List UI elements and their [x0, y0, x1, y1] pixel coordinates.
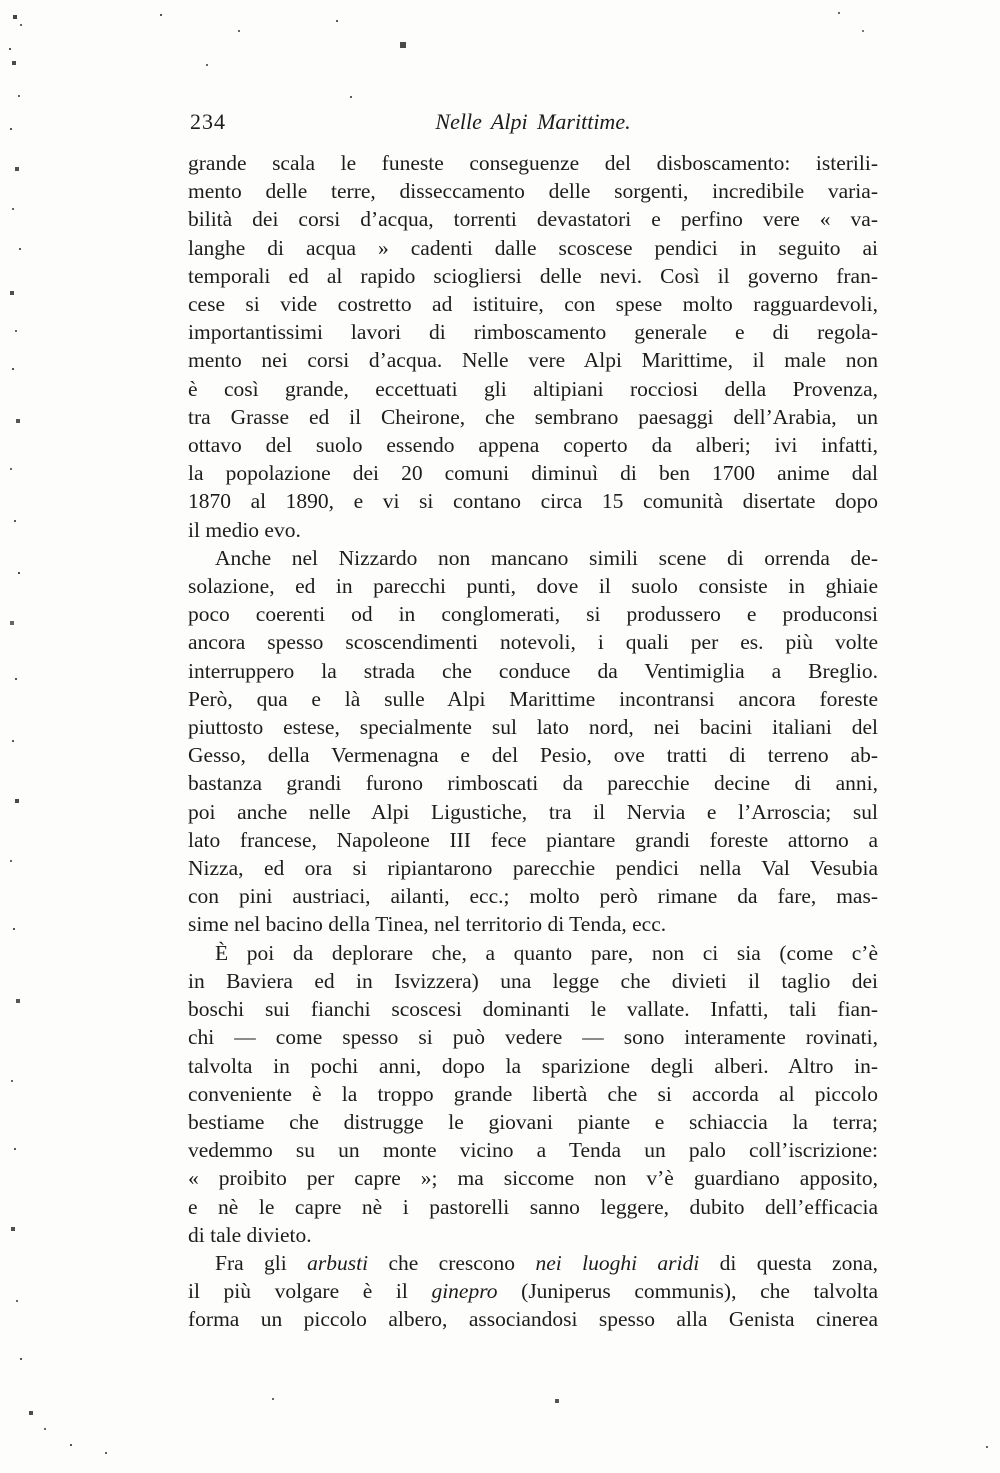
text-segment: e nè le capre nè i pastorelli sanno leggere, dubito dell’efficacia	[188, 1194, 878, 1219]
text-segment: di tale divieto.	[188, 1222, 312, 1247]
text-line	[188, 1221, 878, 1249]
text-segment: ancora spesso scoscendimenti notevoli, i quali per es. più volte	[188, 630, 878, 655]
text-line	[188, 234, 878, 262]
text-segment: forma un piccolo albero, associandosi spesso alla Genista cinerea	[188, 1307, 878, 1332]
text-segment: Gesso, della Vermenagna e del Pesio, ove tratti di terreno ab-	[188, 743, 878, 768]
text-segment: temporali ed al rapido sciogliersi delle nevi. Così il governo fran-	[188, 263, 878, 288]
italic-text-segment: arbusti	[307, 1250, 369, 1275]
text-segment: poco coerenti od in conglomerati, si produssero e produconsi	[188, 602, 878, 627]
text-segment: con pini austriaci, ailanti, ecc.; molto però rimane da fare, mas-	[188, 884, 878, 909]
text-line	[188, 487, 878, 515]
text-line	[188, 1080, 878, 1108]
text-line	[188, 769, 878, 797]
text-line	[188, 1249, 878, 1277]
text-segment: è così grande, eccettuati gli altipiani rocciosi della Provenza,	[188, 376, 878, 401]
text-segment: cese si vide costretto ad istituire, con spese molto ragguardevoli,	[188, 292, 878, 317]
text-line	[188, 544, 878, 572]
text-segment: Anche nel Nizzardo non mancano simili scene di orrenda de-	[215, 545, 878, 570]
text-line	[188, 685, 878, 713]
text-segment: lato francese, Napoleone III fece piantare grandi foreste attorno a	[188, 827, 878, 852]
text-line	[188, 318, 878, 346]
text-line	[188, 1164, 878, 1192]
body-text	[188, 149, 878, 1334]
text-segment: talvolta in pochi anni, dopo la sparizione degli alberi. Altro in-	[188, 1053, 878, 1078]
text-line	[188, 1023, 878, 1051]
text-line	[188, 375, 878, 403]
text-segment: boschi sui fianchi scoscesi dominanti le vallate. Infatti, tali fian-	[188, 997, 878, 1022]
text-segment: interruppero la strada che conduce da Ventimiglia a Breglio.	[188, 658, 878, 683]
text-segment: chi — come spesso si può vedere — sono interamente rovinati,	[188, 1025, 878, 1050]
text-segment: importantissimi lavori di rimboscamento generale e di regola-	[188, 320, 878, 345]
text-line	[188, 262, 878, 290]
text-segment: il più volgare è il	[188, 1279, 432, 1304]
text-line	[188, 431, 878, 459]
text-segment: poi anche nelle Alpi Ligustiche, tra il Nervia e l’Arroscia; sul	[188, 799, 878, 824]
scan-noise-speckles	[0, 0, 2, 2]
text-segment: grande scala le funeste conseguenze del disboscamento: isterili-	[188, 151, 878, 175]
text-segment: Fra gli	[215, 1250, 308, 1275]
text-line	[188, 854, 878, 882]
text-line	[188, 1305, 878, 1333]
text-line	[188, 1136, 878, 1164]
text-line	[188, 572, 878, 600]
text-segment: Però, qua e là sulle Alpi Marittime incontransi ancora foreste	[188, 686, 878, 711]
text-line	[188, 1108, 878, 1136]
text-line	[188, 826, 878, 854]
text-line	[188, 628, 878, 656]
text-segment: (Juniperus communis), che talvolta	[497, 1279, 878, 1304]
text-line	[188, 403, 878, 431]
text-segment: bestiame che distrugge le giovani piante e schiaccia la terra;	[188, 1109, 878, 1134]
text-segment: È poi da deplorare che, a quanto pare, non ci sia (come c’è	[215, 940, 878, 965]
text-segment: la popolazione dei 20 comuni diminuì di ben 1700 anime dal	[188, 461, 878, 486]
text-segment: in Baviera ed in Isvizzera) una legge che divieti il taglio dei	[188, 968, 878, 993]
text-segment: 1870 al 1890, e vi si contano circa 15 comunità disertate dopo	[188, 489, 878, 514]
text-segment: sime nel bacino della Tinea, nel territorio di Tenda, ecc.	[188, 912, 667, 937]
text-segment: langhe di acqua » cadenti dalle scoscese pendici in seguito ai	[188, 235, 878, 260]
italic-text-segment: nei luoghi aridi	[535, 1250, 700, 1275]
text-segment: « proibito per capre »; ma siccome non v’è guardiano apposito,	[188, 1166, 878, 1191]
text-line	[188, 910, 878, 938]
text-segment: piuttosto estese, specialmente sul lato nord, nei bacini italiani del	[188, 715, 878, 740]
text-line	[188, 939, 878, 967]
page-number: 234	[190, 109, 226, 134]
text-segment: di questa zona,	[699, 1250, 878, 1275]
page-header	[188, 108, 878, 138]
text-line	[188, 205, 878, 233]
text-line	[188, 882, 878, 910]
text-line	[188, 713, 878, 741]
text-segment: bastanza grandi furono rimboscati da parecchie decine di anni,	[188, 771, 878, 796]
text-segment: ottavo del suolo essendo appena coperto da alberi; ivi infatti,	[188, 433, 878, 458]
text-line	[188, 290, 878, 318]
text-line	[188, 798, 878, 826]
text-segment: bilità dei corsi d’acqua, torrenti devastatori e perfino vere « va-	[188, 207, 878, 232]
text-segment: Nizza, ed ora si ripiantarono parecchie pendici nella Val Vesubia	[188, 856, 878, 881]
text-line	[188, 741, 878, 769]
text-line	[188, 657, 878, 685]
text-line	[188, 1052, 878, 1080]
text-segment: tra Grasse ed il Cheirone, che sembrano paesaggi dell’Arabia, un	[188, 404, 878, 429]
italic-text-segment: ginepro	[431, 1279, 498, 1304]
running-title: Nelle Alpi Marittime.	[435, 109, 631, 134]
text-line	[188, 149, 878, 177]
text-line	[188, 1193, 878, 1221]
text-segment: mento nei corsi d’acqua. Nelle vere Alpi Marittime, il male non	[188, 348, 878, 373]
text-line	[188, 516, 878, 544]
text-segment: vedemmo su un monte vicino a Tenda un palo coll’iscrizione:	[188, 1138, 878, 1163]
text-segment: conveniente è la troppo grande libertà che si accorda al piccolo	[188, 1081, 878, 1106]
text-line	[188, 967, 878, 995]
text-line	[188, 459, 878, 487]
text-segment: solazione, ed in parecchi punti, dove il suolo consiste in ghiaie	[188, 574, 878, 599]
text-line	[188, 995, 878, 1023]
text-segment: il medio evo.	[188, 517, 301, 542]
text-line	[188, 1277, 878, 1305]
text-line	[188, 600, 878, 628]
text-line	[188, 346, 878, 374]
text-segment: mento delle terre, disseccamento delle sorgenti, incredibile varia-	[188, 179, 878, 204]
text-line	[188, 177, 878, 205]
text-segment: che crescono	[368, 1250, 536, 1275]
